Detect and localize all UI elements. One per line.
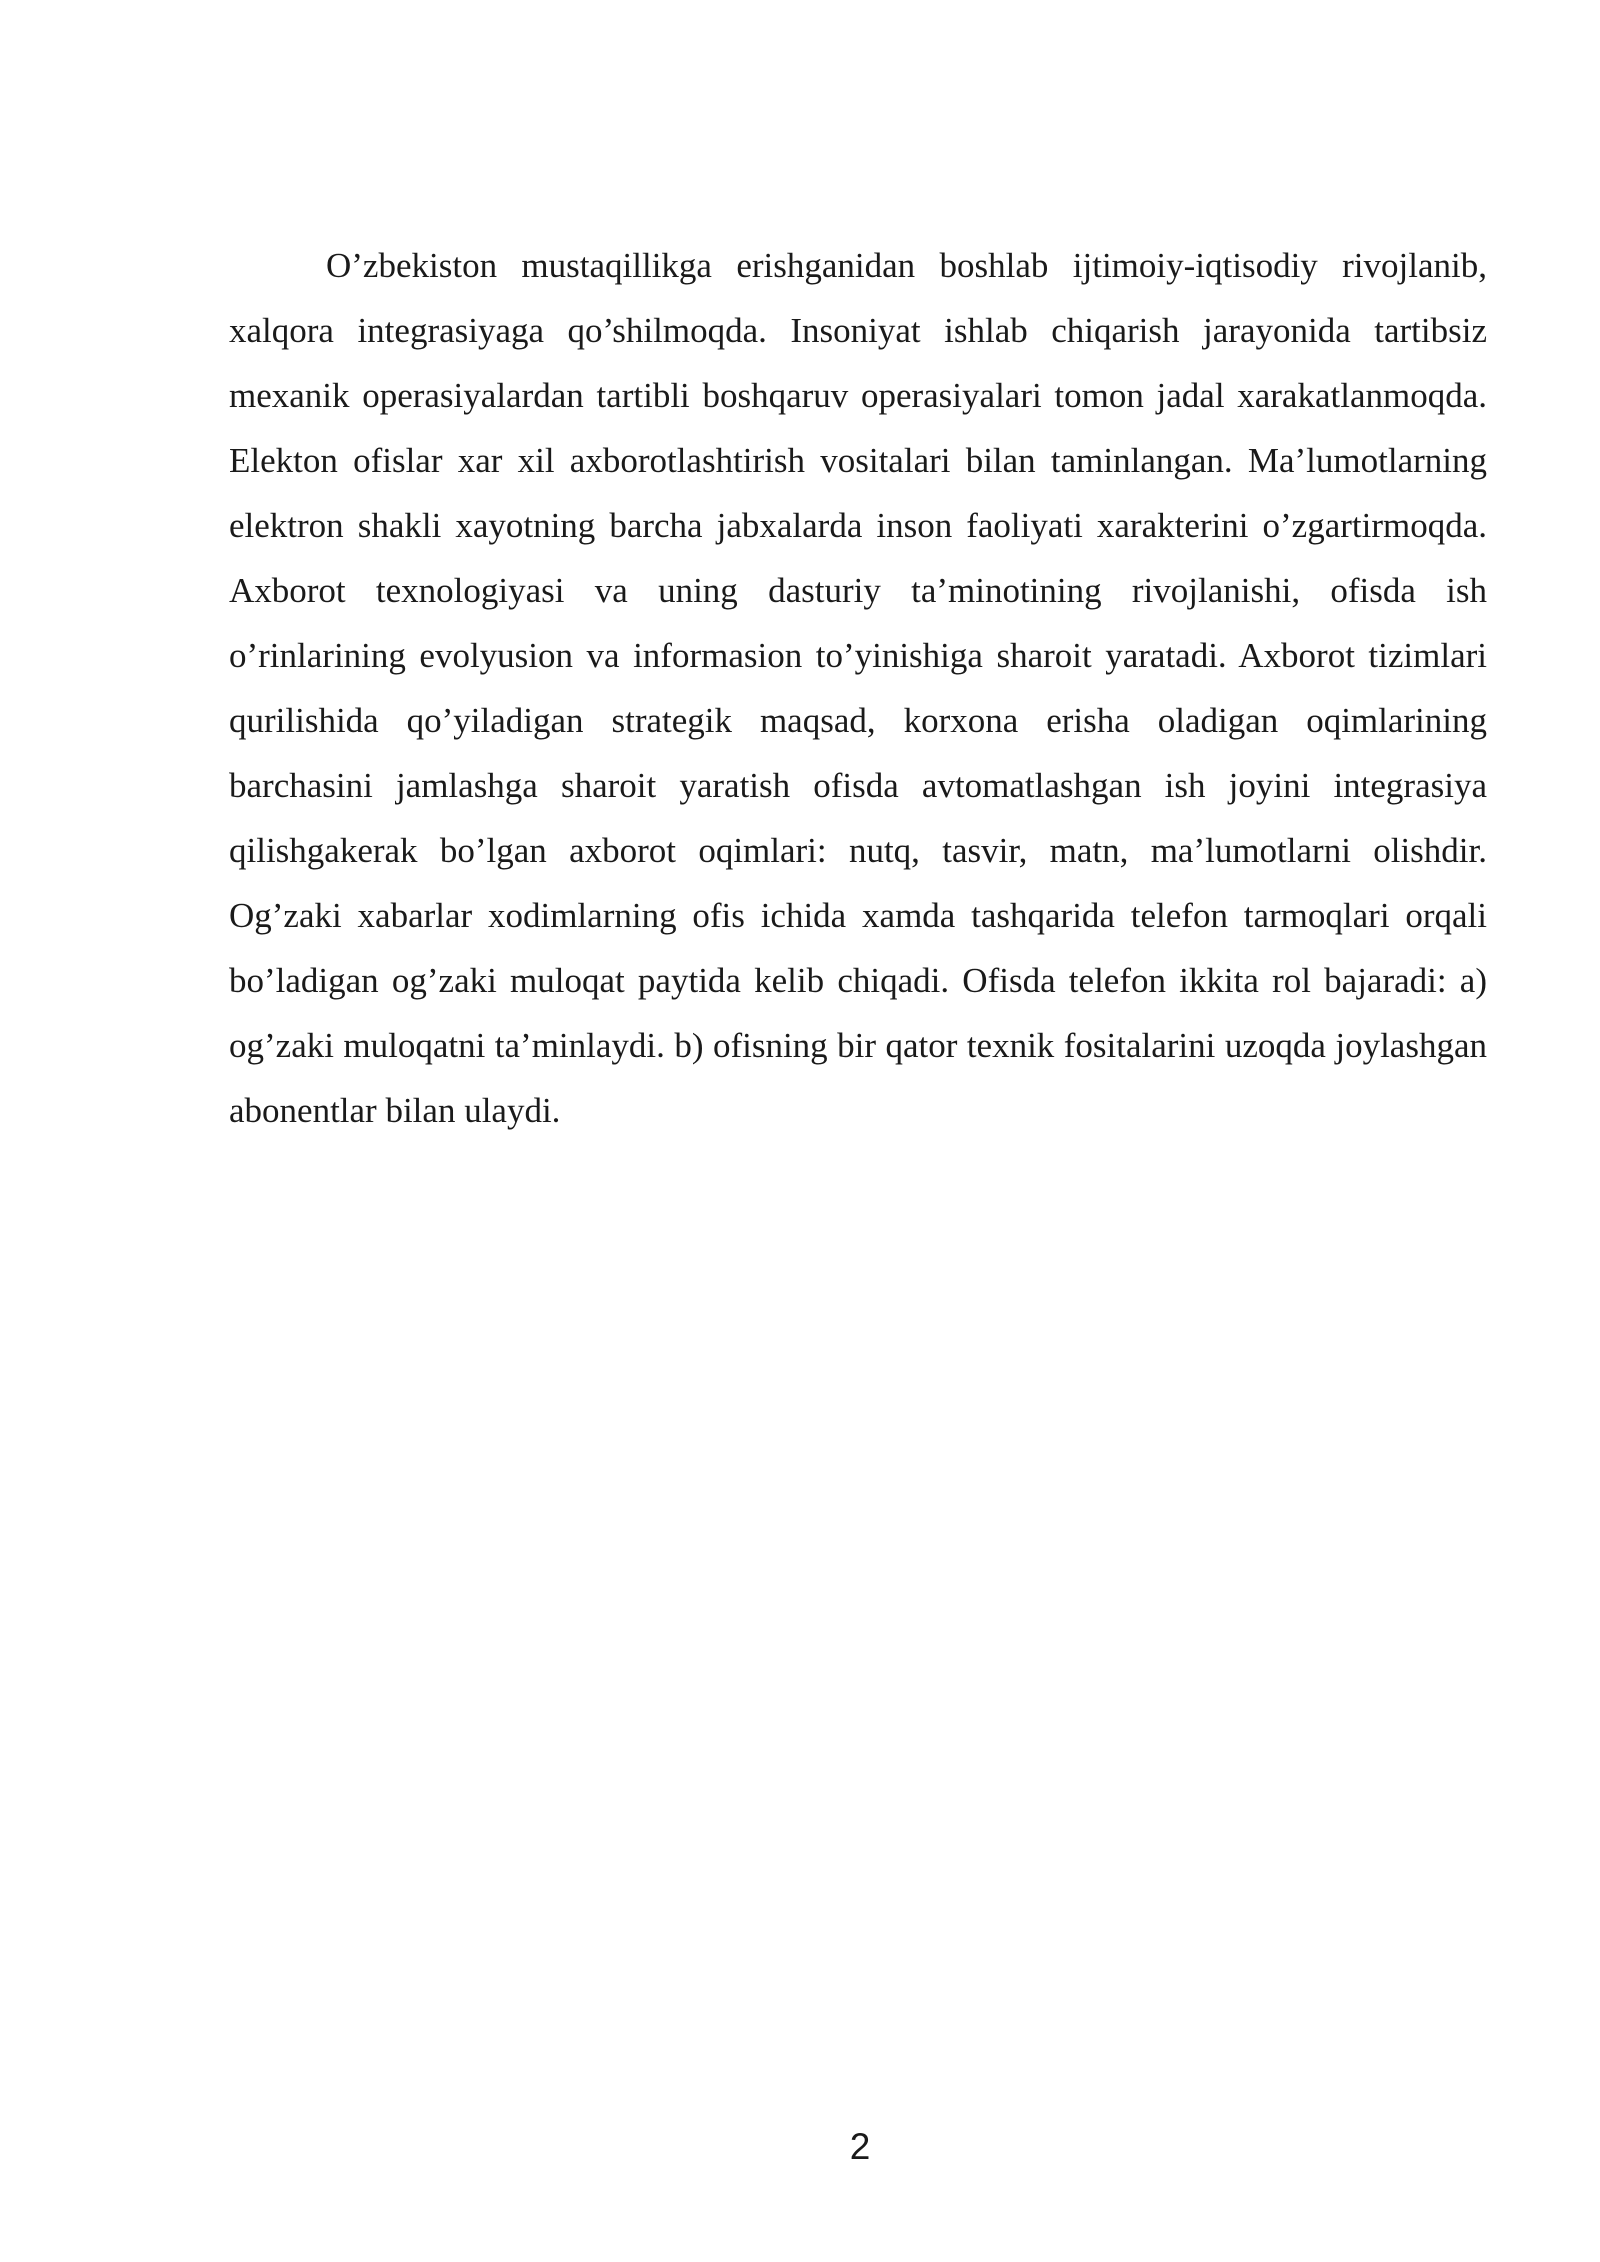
- body-paragraph: O’zbekiston mustaqillikga erishganidan boshlab ijtimoiy-iqtisodiy rivojlanib, xalqora integrasiyaga qo’shilmoqda. Insoniyat ishlab chiqarish jarayonida tartibsiz mexanik operasiyalardan tartibli boshqaruv operasiyalari tomon jadal xarakatlanmoqda. Elekton ofislar xar xil axborotlashtirish vositalari bilan taminlangan. Ma’lumotlarning elektron shakli xayotning barcha jabxalarda inson faoliyati xarakterini o’zgartirmoqda. Axborot texnologiyasi va uning dasturiy ta’minotining rivojlanishi, ofisda ish o’rinlarining evolyusion va informasion to’yinishiga sharoit yaratadi. Axborot tizimlari qurilishida qo’yiladigan strategik maqsad, korxona erisha oladigan oqimlarining barchasini jamlashga sharoit yaratish ofisda avtomatlashgan ish joyini integrasiya qilishgakerak bo’lgan axborot oqimlari: nutq, tasvir, matn, ma’lumotlarni olishdir. Og’zaki xabarlar xodimlarning ofis ichida xamda tashqarida telefon tarmoqlari orqali bo’ladigan og’zaki muloqat paytida kelib chiqadi. Ofisda telefon ikkita rol bajaradi: a) og’zaki muloqatni ta’minlaydi. b) ofisning bir qator texnik fositalarini uzoqda joylashgan abonentlar bilan ulaydi.: [229, 246, 1487, 1130]
- page-number: 2: [849, 2126, 871, 2167]
